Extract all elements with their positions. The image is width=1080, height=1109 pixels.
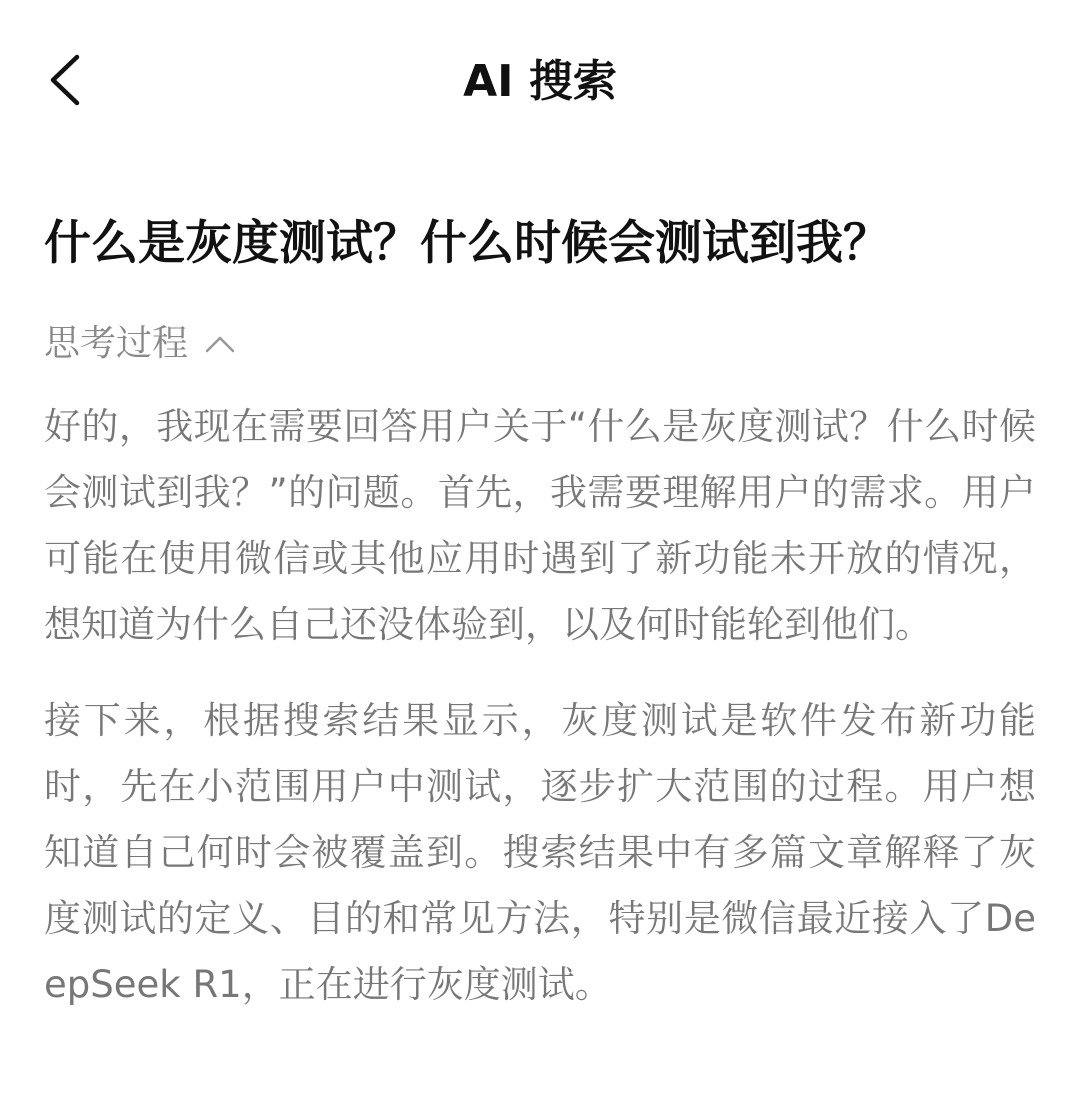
thinking-paragraph: 好的，我现在需要回答用户关于“什么是灰度测试？什么时候会测试到我？”的问题。首先，我需要理解用户的需求。用户可能在使用微信或其他应用时遇到了新功能未开放的情况，想知道为什么自己还没体验到，以及何时能轮到他们。 [44,405,1036,646]
thinking-paragraph: 接下来，根据搜索结果显示，灰度测试是软件发布新功能时，先在小范围用户中测试，逐步扩大范围的过程。用户想知道自己何时会被覆盖到。搜索结果中有多篇文章解释了灰度测试的定义、目的和常见方法，特别是微信最近接入了DeepSeek R1，正在进行灰度测试。 [44,699,1036,1006]
navigation-bar [0,0,1080,170]
thinking-process-label: 思考过程 [44,323,189,364]
question-title: 什么是灰度测试？什么时候会测试到我？ [44,216,890,271]
thinking-process-content [44,394,1036,1018]
page-title: AI 搜索 [463,56,617,107]
chevron-up-icon [204,334,236,354]
thinking-process-toggle[interactable] [44,316,236,372]
